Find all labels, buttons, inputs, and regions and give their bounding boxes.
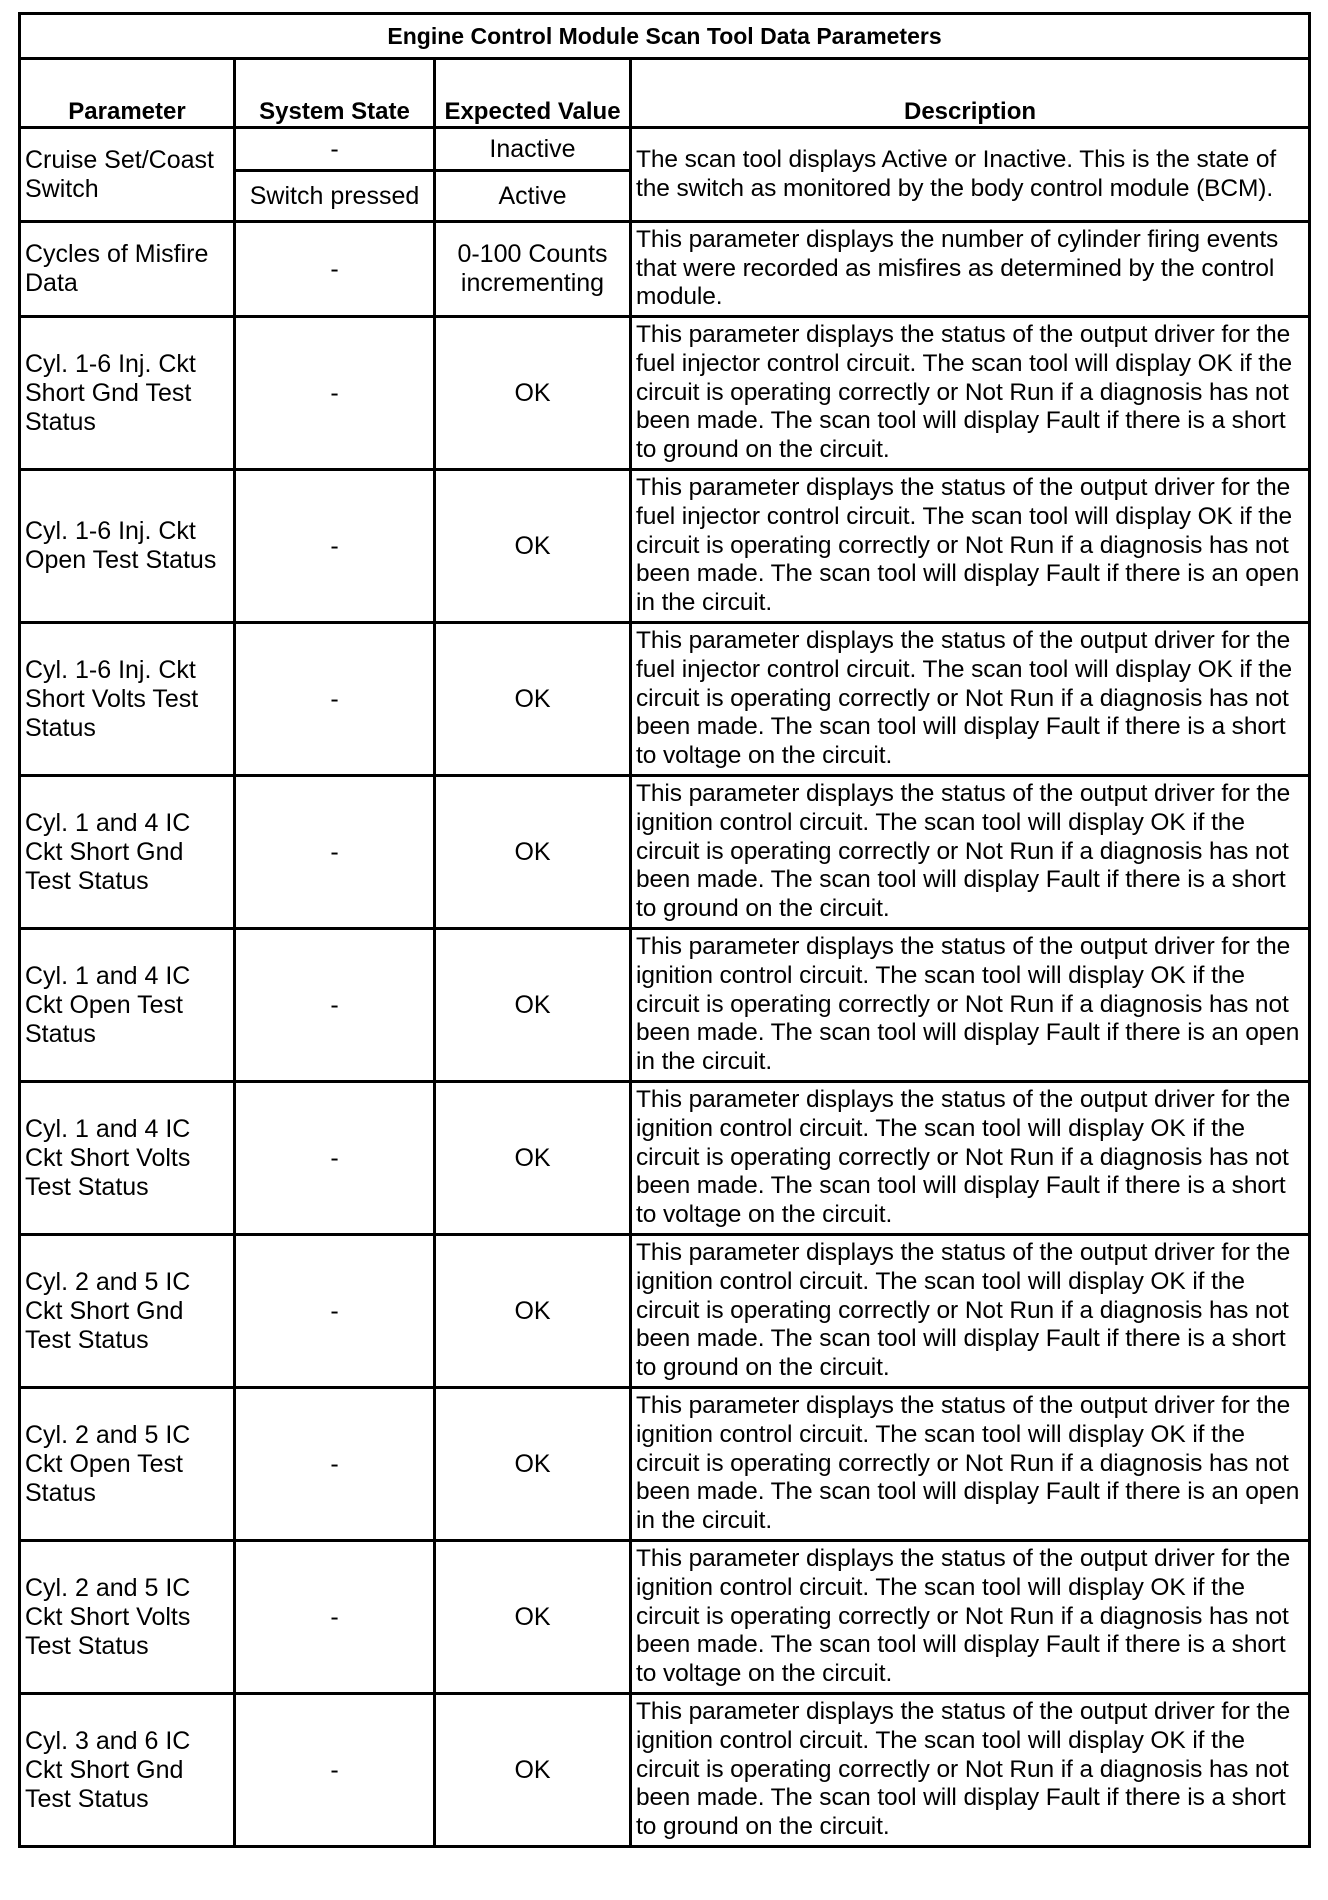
system-state-cell: - — [235, 623, 435, 776]
header-row — [20, 59, 1310, 128]
system-state-cell: - — [235, 1388, 435, 1541]
expected-value-cell: 0-100 Counts incrementing — [435, 222, 631, 317]
system-state-cell: - — [235, 929, 435, 1082]
description-cell: This parameter displays the status of the output driver for the ignition control circuit. The scan tool will display OK if the circuit is operating correctly or Not Run if a diagnosis has not been made. The scan tool will display Fault if there is a short to voltage on the circuit. — [631, 1082, 1310, 1235]
table-row — [20, 776, 1310, 929]
system-state-cell: - — [235, 1235, 435, 1388]
parameter-cell: Cyl. 2 and 5 IC Ckt Short Gnd Test Status — [20, 1235, 235, 1388]
expected-value-cell: OK — [435, 470, 631, 623]
parameter-cell: Cyl. 1-6 Inj. Ckt Short Volts Test Status — [20, 623, 235, 776]
description-cell: This parameter displays the status of the output driver for the ignition control circuit. The scan tool will display OK if the circuit is operating correctly or Not Run if a diagnosis has not been made. The scan tool will display Fault if there is a short to ground on the circuit. — [631, 1235, 1310, 1388]
system-state-cell: - — [235, 1694, 435, 1847]
header-system-state: System State — [235, 59, 435, 128]
description-cell: The scan tool displays Active or Inactive. This is the state of the switch as monitored by the body control module (BCM). — [631, 128, 1310, 222]
description-cell: This parameter displays the status of the output driver for the ignition control circuit. The scan tool will display OK if the circuit is operating correctly or Not Run if a diagnosis has not been made. The scan tool will display Fault if there is a short to voltage on the circuit. — [631, 1541, 1310, 1694]
table-row — [20, 623, 1310, 776]
table-row — [20, 222, 1310, 317]
expected-value-cell: OK — [435, 317, 631, 470]
parameter-cell: Cyl. 1-6 Inj. Ckt Open Test Status — [20, 470, 235, 623]
header-parameter: Parameter — [20, 59, 235, 128]
expected-value-cell: Active — [435, 171, 631, 222]
table-row — [20, 1082, 1310, 1235]
expected-value-cell: OK — [435, 623, 631, 776]
expected-value-cell: OK — [435, 1082, 631, 1235]
table-row — [20, 128, 1310, 171]
parameter-cell: Cyl. 1 and 4 IC Ckt Short Gnd Test Status — [20, 776, 235, 929]
table-title: Engine Control Module Scan Tool Data Parameters — [20, 14, 1310, 59]
system-state-cell: - — [235, 1082, 435, 1235]
header-expected-value: Expected Value — [435, 59, 631, 128]
system-state-cell: Switch pressed — [235, 171, 435, 222]
scan-tool-data-table — [18, 12, 1311, 1848]
expected-value-cell: Inactive — [435, 128, 631, 171]
parameter-cell: Cyl. 1 and 4 IC Ckt Open Test Status — [20, 929, 235, 1082]
expected-value-cell: OK — [435, 1388, 631, 1541]
expected-value-cell: OK — [435, 929, 631, 1082]
description-cell: This parameter displays the status of the output driver for the ignition control circuit. The scan tool will display OK if the circuit is operating correctly or Not Run if a diagnosis has not been made. The scan tool will display Fault if there is an open in the circuit. — [631, 1388, 1310, 1541]
description-cell: This parameter displays the status of the output driver for the fuel injector control circuit. The scan tool will display OK if the circuit is operating correctly or Not Run if a diagnosis has not been made. The scan tool will display Fault if there is an open in the circuit. — [631, 470, 1310, 623]
system-state-cell: - — [235, 317, 435, 470]
system-state-cell: - — [235, 1541, 435, 1694]
parameter-cell: Cyl. 1 and 4 IC Ckt Short Volts Test Status — [20, 1082, 235, 1235]
parameter-cell: Cycles of Misfire Data — [20, 222, 235, 317]
system-state-cell: - — [235, 776, 435, 929]
system-state-cell: - — [235, 470, 435, 623]
table-row — [20, 1541, 1310, 1694]
parameter-cell: Cyl. 3 and 6 IC Ckt Short Gnd Test Status — [20, 1694, 235, 1847]
system-state-cell: - — [235, 222, 435, 317]
description-cell: This parameter displays the status of the output driver for the ignition control circuit. The scan tool will display OK if the circuit is operating correctly or Not Run if a diagnosis has not been made. The scan tool will display Fault if there is a short to ground on the circuit. — [631, 776, 1310, 929]
table-row — [20, 470, 1310, 623]
parameter-cell: Cyl. 2 and 5 IC Ckt Open Test Status — [20, 1388, 235, 1541]
description-cell: This parameter displays the status of the output driver for the ignition control circuit. The scan tool will display OK if the circuit is operating correctly or Not Run if a diagnosis has not been made. The scan tool will display Fault if there is an open in the circuit. — [631, 929, 1310, 1082]
table-row — [20, 929, 1310, 1082]
description-cell: This parameter displays the status of the output driver for the fuel injector control circuit. The scan tool will display OK if the circuit is operating correctly or Not Run if a diagnosis has not been made. The scan tool will display Fault if there is a short to voltage on the circuit. — [631, 623, 1310, 776]
parameter-cell: Cyl. 1-6 Inj. Ckt Short Gnd Test Status — [20, 317, 235, 470]
description-cell: This parameter displays the status of the output driver for the ignition control circuit. The scan tool will display OK if the circuit is operating correctly or Not Run if a diagnosis has not been made. The scan tool will display Fault if there is a short to ground on the circuit. — [631, 1694, 1310, 1847]
expected-value-cell: OK — [435, 1235, 631, 1388]
header-description: Description — [631, 59, 1310, 128]
expected-value-cell: OK — [435, 1694, 631, 1847]
expected-value-cell: OK — [435, 776, 631, 929]
description-cell: This parameter displays the status of the output driver for the fuel injector control circuit. The scan tool will display OK if the circuit is operating correctly or Not Run if a diagnosis has not been made. The scan tool will display Fault if there is a short to ground on the circuit. — [631, 317, 1310, 470]
parameter-cell: Cyl. 2 and 5 IC Ckt Short Volts Test Status — [20, 1541, 235, 1694]
table-row — [20, 1694, 1310, 1847]
table-row — [20, 317, 1310, 470]
system-state-cell: - — [235, 128, 435, 171]
table-row — [20, 1235, 1310, 1388]
parameter-cell: Cruise Set/Coast Switch — [20, 128, 235, 222]
expected-value-cell: OK — [435, 1541, 631, 1694]
description-cell: This parameter displays the number of cylinder firing events that were recorded as misfires as determined by the control module. — [631, 222, 1310, 317]
table-row — [20, 1388, 1310, 1541]
